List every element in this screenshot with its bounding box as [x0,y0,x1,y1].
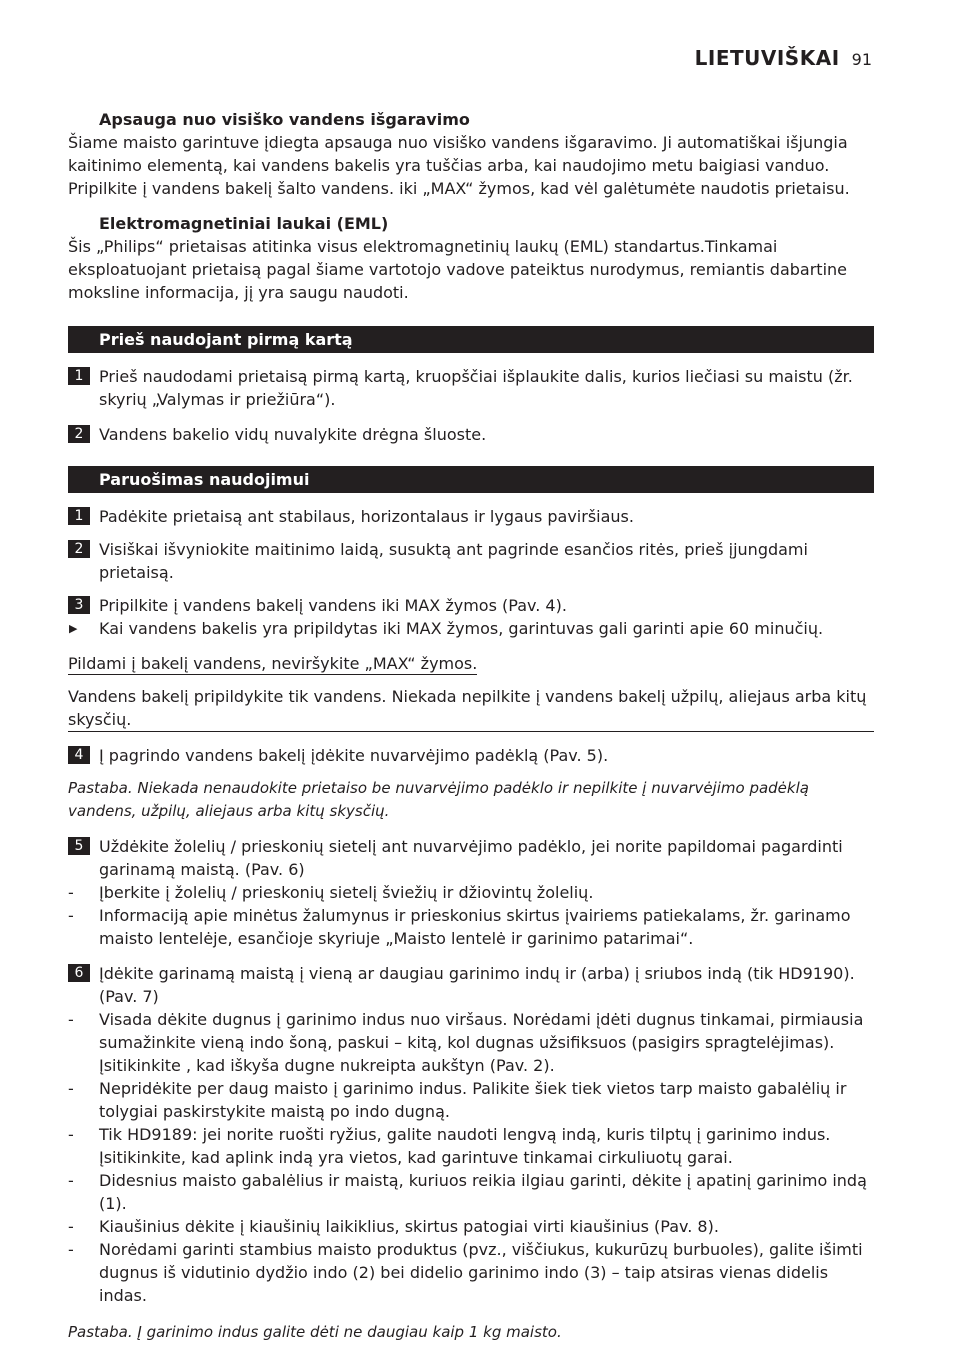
step-text: Pripilkite į vandens bakelį vandens iki MAX žymos (Pav. 4). [99,596,567,615]
step-number: 2 [68,425,90,443]
list-item: - Visada dėkite dugnus į garinimo indus nuo viršaus. Norėdami įdėti dugnus tinkamai, pirmiausia sumažinkite vieną indo šoną, paskui – kitą, kol dugnas užsifiksuos (pasigirs spragtelėjimas). Įsitikinkite , kad iškyša dugne nukreipta aukštyn (Pav. 2). [68,1010,864,1075]
step-number: 1 [68,367,90,385]
step-text: Visiškai išvyniokite maitinimo laidą, susuktą ant pagrinde esančios ritės, prieš įjungdami prietaisą. [99,540,808,582]
protection-text: Šiame maisto garintuve įdiegta apsauga nuo visiško vandens išgaravimo. Ji automatiškai išjungia kaitinimo elementą, kai vandens bakelis yra tuščias arba, kai naudojimo metu baigiasi vanduo. Pripilkite į vandens bakelį šalto vandens. iki „MAX“ žymos, kad vėl galėtumėte naudotis prietaisu. [68,133,850,198]
page-content [68,108,874,1344]
protection-heading: Apsauga nuo visiško vandens išgaravimo [99,110,470,129]
list-item: - Informaciją apie minėtus žalumynus ir prieskonius skirtus įvairiems patiekalams, žr. garinamo maisto lentelėje, esančioje skyriuje „Maisto lentelė ir garinimo patarimai“. [68,906,851,948]
step-text: Vandens bakelio vidų nuvalykite drėgna šluoste. [99,425,487,444]
step-number: 3 [68,596,90,614]
step-number: 5 [68,837,90,855]
emf-text: Šis „Philips“ prietaisas atitinka visus elektromagnetinių laukų (EML) standartus.Tinkamai eksploatuojant prietaisą pagal šiame vartotojo vadove pateiktus nurodymus, remiantis dabartine moksline informacija, jį yra saugu naudoti. [68,237,848,302]
section-header-prep: Paruošimas naudojimui [68,466,874,493]
list-item: - Tik HD9189: jei norite ruošti ryžius, galite naudoti lengvą indą, kuris tilptų į garinimo indus. Įsitikinkite, kad aplink indą yra vietos, kad garintuve tinkamai cirkuliuotų garai. [68,1125,831,1167]
prep-step-4 [68,744,874,767]
step-number: 6 [68,964,90,982]
step-number: 2 [68,540,90,558]
list-item: - Norėdami garinti stambius maisto produktus (pvz., viščiukus, kukurūzų burbuoles), galite išimti dugnus iš vidutinio dydžio indo (2) bei didelio garinimo indo (3) – taip atsiras vienas didelis indas. [68,1240,863,1305]
list-item: - Didesnius maisto gabalėlius ir maistą, kuriuos reikia ilgiau garinti, dėkite į apatinį garinimo indą (1). [68,1171,867,1213]
warning-max: Pildami į bakelį vandens, neviršykite „MAX“ žymos. [68,654,478,673]
result-bullet [68,617,874,640]
step-text: Įdėkite garinamą maistą į vieną ar daugiau garinimo indų ir (arba) į sriubos indą (tik HD9190). (Pav. 7) [99,964,855,1006]
warning-liquids: Vandens bakelį pripildykite tik vandens. Niekada nepilkite į vandens bakelį užpilų, aliejaus arba kitų skysčių. [68,685,874,732]
page-header [695,47,872,75]
dash-icon: - [68,906,74,925]
list-item: - Kiaušinius dėkite į kiaušinių laikiklius, skirtus patogiai virti kiaušinius (Pav. 8). [68,1217,719,1236]
language-label: LIETUVIŠKAI [694,46,840,70]
dash-icon: - [68,1217,74,1236]
first-use-step-2 [68,423,874,446]
bullet-text: Kai vandens bakelis yra pripildytas iki MAX žymos, garintuvas gali garinti apie 60 minučių. [99,619,824,638]
page-number: 91 [851,50,872,69]
note-drip-tray: Pastaba. Niekada nenaudokite prietaiso be nuvarvėjimo padėklo ir nepilkite į nuvarvėjimo padėklą vandens, užpilų, aliejaus arba kitų skysčių. [68,779,809,820]
dash-icon: - [68,1010,74,1029]
emf-heading: Elektromagnetiniai laukai (EML) [99,214,389,233]
step-text: Uždėkite žolelių / prieskonių sietelį ant nuvarvėjimo padėklo, jei norite papildomai pagardinti garinamą maistą. (Pav. 6) [99,837,843,879]
dash-icon: - [68,883,74,902]
dash-icon: - [68,1125,74,1144]
dash-icon: - [68,1079,74,1098]
dash-icon: - [68,1171,74,1190]
triangle-bullet-icon: ▶ [69,622,78,635]
step-number: 1 [68,507,90,525]
step-text: Į pagrindo vandens bakelį įdėkite nuvarvėjimo padėklą (Pav. 5). [99,746,609,765]
dash-icon: - [68,1240,74,1259]
prep-step-5 [68,835,874,881]
prep-step-1 [68,505,874,528]
prep-step-6 [68,962,874,1008]
list-item: - Įberkite į žolelių / prieskonių sietelį šviežių ir džiovintų žolelių. [68,883,594,902]
step-text: Prieš naudodami prietaisą pirmą kartą, kruopščiai išplaukite dalis, kurios liečiasi su maistu (žr. skyrių „Valymas ir priežiūra“). [99,367,853,409]
step-text: Padėkite prietaisą ant stabilaus, horizontalaus ir lygaus paviršiaus. [99,507,634,526]
first-use-step-1 [68,365,874,411]
section-header-first-use: Prieš naudojant pirmą kartą [68,326,874,353]
prep-step-3 [68,594,874,617]
list-item: - Nepridėkite per daug maisto į garinimo indus. Palikite šiek tiek vietos tarp maisto gabalėlių ir tolygiai paskirstykite maistą po indo dugną. [68,1079,847,1121]
note-max-weight: Pastaba. Į garinimo indus galite dėti ne daugiau kaip 1 kg maisto. [68,1323,562,1341]
prep-step-2 [68,538,874,584]
step-number: 4 [68,746,90,764]
